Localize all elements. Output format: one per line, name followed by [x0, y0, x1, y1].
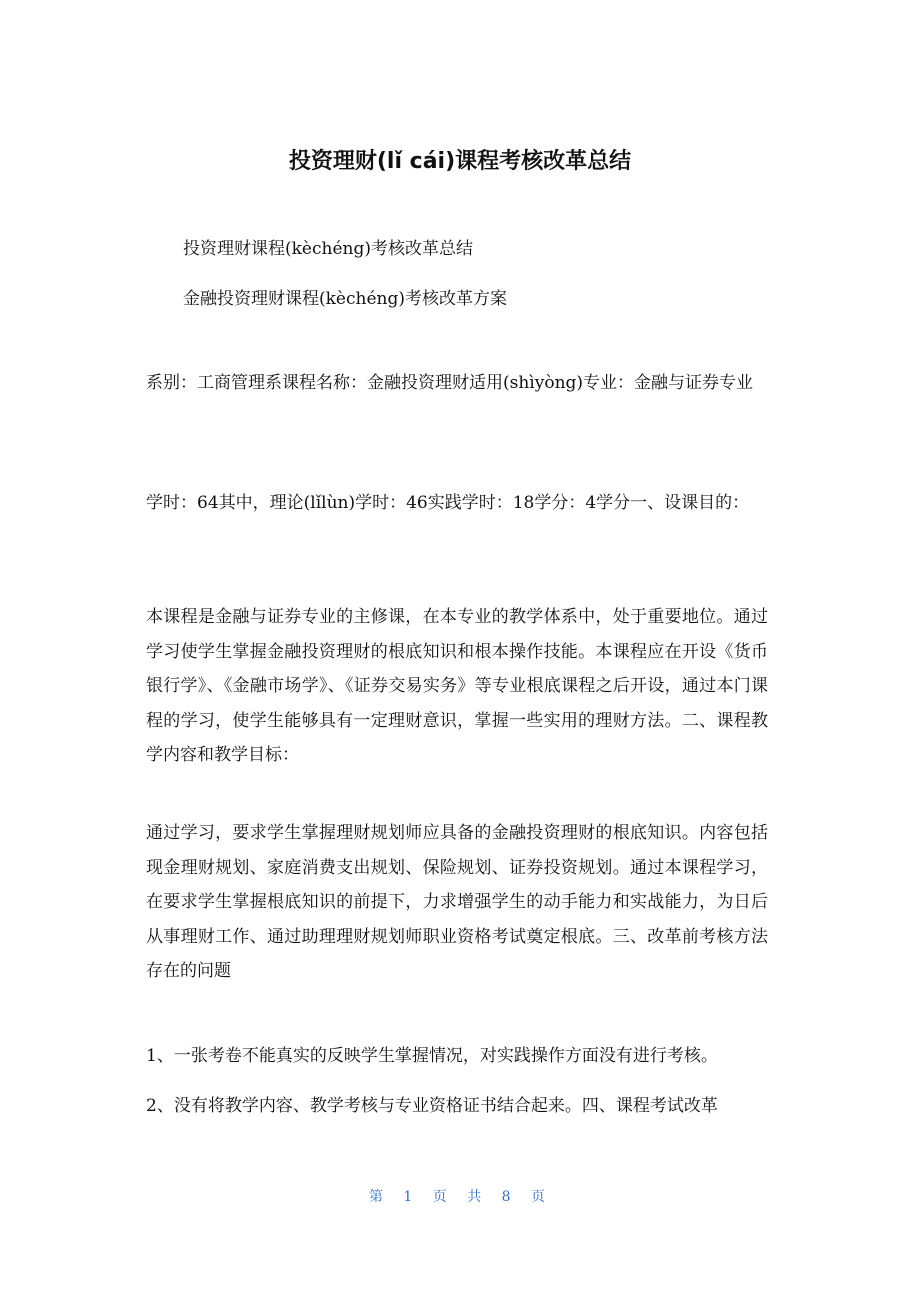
paragraph-teaching-goals: 通过学习，要求学生掌握理财规划师应具备的金融投资理财的根底知识。内容包括现金理财规划、家庭消费支出规划、保险规划、证券投资规划。通过本课程学习，在要求学生掌握根底知识的前提下，力求增强学生的动手能力和实战能力，为日后从事理财工作、通过助理理财规划师职业资格考试奠定根底。三、改革前考核方法存在的问题 [146, 823, 768, 981]
list-item-1: 1、一张考卷不能真实的反映学生掌握情况，对实践操作方面没有进行考核。 [146, 1046, 718, 1066]
page-number-footer: 第 1 页 共 8 页 [368, 1189, 552, 1205]
list-item-2: 2、没有将教学内容、教学考核与专业资格证书结合起来。四、课程考试改革 [146, 1096, 718, 1116]
paragraph-department-info: 系别：工商管理系课程名称：金融投资理财适用(shìyòng)专业：金融与证券专业 [146, 373, 754, 393]
document-title: 投资理财(lǐ cái)课程考核改革总结 [288, 149, 632, 174]
paragraph-course-purpose: 本课程是金融与证券专业的主修课，在本专业的教学体系中，处于重要地位。通过学习使学生掌握金融投资理财的根底知识和根本操作技能。本课程应在开设《货币银行学》、《金融市场学》、《证券交易实务》等专业根底课程之后开设，通过本门课程的学习，使学生能够具有一定理财意识，掌握一些实用的理财方法。二、课程教学内容和教学目标： [146, 607, 768, 765]
subtitle-line-2: 金融投资理财课程(kèchéng)考核改革方案 [183, 289, 507, 309]
paragraph-hours-info: 学时：64其中，理论(lǐlùn)学时：46实践学时：18学分：4学分一、设课目的： [146, 493, 750, 513]
subtitle-line-1: 投资理财课程(kèchéng)考核改革总结 [183, 239, 473, 259]
